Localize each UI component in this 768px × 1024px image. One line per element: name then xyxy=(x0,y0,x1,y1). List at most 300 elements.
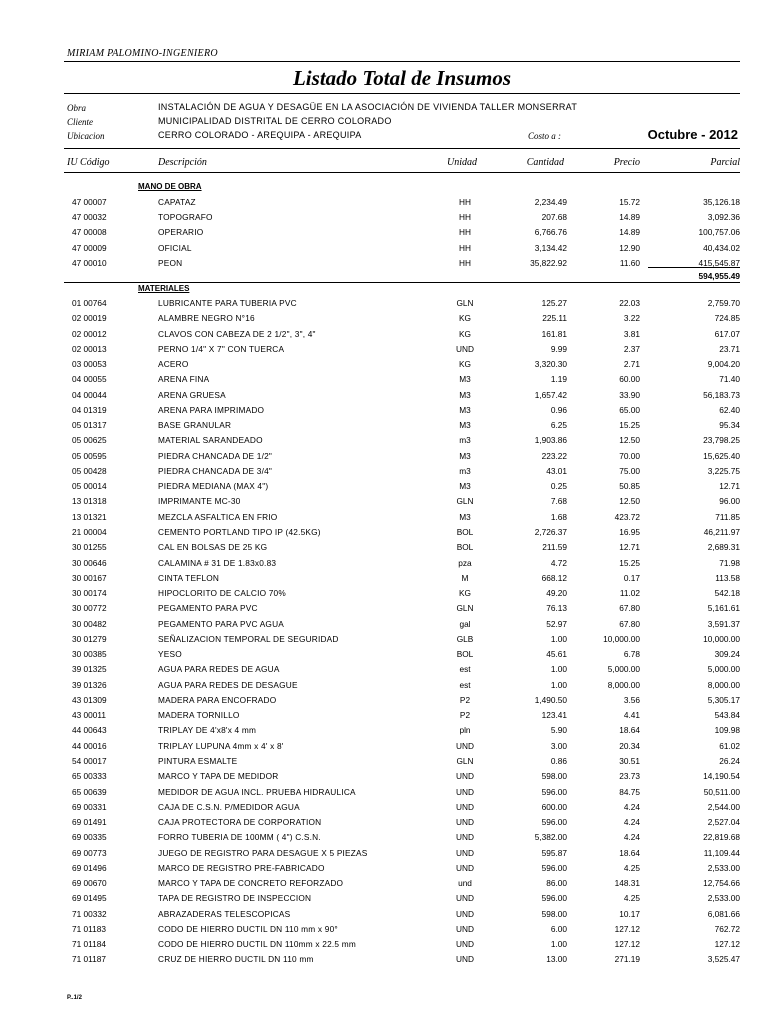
item-code: 39 01326 xyxy=(72,679,107,690)
item-partial: 61.02 xyxy=(719,740,740,751)
item-description: MARCO Y TAPA DE MEDIDOR xyxy=(158,771,279,782)
item-description: YESO xyxy=(158,649,182,660)
item-partial: 543.84 xyxy=(714,710,740,721)
item-quantity: 1.00 xyxy=(550,633,567,644)
item-partial: 2,533.00 xyxy=(707,893,740,904)
item-unit: UND xyxy=(456,862,474,873)
item-code: 69 01496 xyxy=(72,862,107,873)
item-code: 21 00004 xyxy=(72,526,107,537)
table-row xyxy=(0,693,768,708)
item-quantity: 76.13 xyxy=(546,603,567,614)
item-unit: pln xyxy=(459,725,471,736)
item-quantity: 1,903.86 xyxy=(534,435,567,446)
table-row xyxy=(0,449,768,464)
item-unit: KG xyxy=(459,313,471,324)
item-description: ARENA PARA IMPRIMADO xyxy=(158,404,265,415)
item-partial: 40,434.02 xyxy=(703,242,740,253)
subtotal-mano-de-obra: 594,955.49 xyxy=(698,271,740,281)
item-quantity: 9.99 xyxy=(550,343,567,354)
column-header-description: Descripción xyxy=(158,157,207,168)
item-price: 5,000.00 xyxy=(607,664,640,675)
item-description: ARENA GRUESA xyxy=(158,389,226,400)
item-code: 44 00016 xyxy=(72,740,107,751)
item-partial: 9,004.20 xyxy=(707,359,740,370)
cliente-value: MUNICIPALIDAD DISTRITAL DE CERRO COLORADO xyxy=(158,116,392,126)
item-quantity: 225.11 xyxy=(542,313,567,324)
item-code: 30 01255 xyxy=(72,542,107,553)
item-quantity: 123.41 xyxy=(541,710,567,721)
item-partial: 415,545.87 xyxy=(698,257,740,268)
item-price: 3.81 xyxy=(623,328,640,339)
item-price: 16.95 xyxy=(619,526,640,537)
table-row xyxy=(0,586,768,601)
table-materiales xyxy=(0,296,768,968)
item-description: ABRAZADERAS TELESCOPICAS xyxy=(158,908,291,919)
item-unit: m3 xyxy=(459,435,471,446)
item-description: TRIPLAY LUPUNA 4mm x 4' x 8' xyxy=(158,740,284,751)
table-row xyxy=(0,754,768,769)
item-code: 43 01309 xyxy=(72,694,107,705)
item-quantity: 1,490.50 xyxy=(534,694,567,705)
item-code: 04 01319 xyxy=(72,404,107,415)
item-description: MARCO DE REGISTRO PRE-FABRICADO xyxy=(158,862,325,873)
item-quantity: 52.97 xyxy=(546,618,567,629)
item-price: 84.75 xyxy=(619,786,640,797)
item-price: 4.25 xyxy=(623,862,640,873)
section-rule xyxy=(64,282,740,283)
item-description: PIEDRA CHANCADA DE 1/2" xyxy=(158,450,273,461)
author-name: MIRIAM PALOMINO-INGENIERO xyxy=(67,48,218,59)
item-partial: 127.12 xyxy=(714,939,740,950)
item-quantity: 1.00 xyxy=(550,679,567,690)
item-partial: 100,757.06 xyxy=(698,227,740,238)
table-row xyxy=(0,195,768,210)
item-quantity: 6,766.76 xyxy=(534,227,567,238)
table-row xyxy=(0,617,768,632)
item-unit: UND xyxy=(456,343,474,354)
item-description: MATERIAL SARANDEADO xyxy=(158,435,263,446)
item-code: 04 00055 xyxy=(72,374,107,385)
item-partial: 113.58 xyxy=(715,572,740,583)
item-unit: UND xyxy=(456,847,474,858)
item-unit: GLB xyxy=(456,633,474,644)
header-rule-title xyxy=(64,93,740,94)
item-price: 148.31 xyxy=(614,878,640,889)
item-quantity: 1.00 xyxy=(550,664,567,675)
item-code: 44 00643 xyxy=(72,725,107,736)
item-quantity: 211.59 xyxy=(542,542,567,553)
item-unit: KG xyxy=(459,588,471,599)
item-unit: pza xyxy=(458,557,472,568)
obra-label: Obra xyxy=(67,103,87,113)
item-description: MEZCLA ASFALTICA EN FRIO xyxy=(158,511,278,522)
item-price: 12.50 xyxy=(619,435,640,446)
table-row xyxy=(0,525,768,540)
item-partial: 56,183.73 xyxy=(703,389,740,400)
item-partial: 35,126.18 xyxy=(703,197,740,207)
table-row xyxy=(0,601,768,616)
item-partial: 96.00 xyxy=(719,496,740,507)
item-quantity: 207.68 xyxy=(541,212,567,223)
item-code: 71 01183 xyxy=(72,923,106,934)
columns-rule-top xyxy=(64,148,740,149)
item-unit: GLN xyxy=(456,496,474,507)
item-partial: 3,225.75 xyxy=(707,465,740,476)
item-unit: GLN xyxy=(456,298,474,308)
item-description: JUEGO DE REGISTRO PARA DESAGUE X 5 PIEZAS xyxy=(158,847,368,858)
item-code: 30 00174 xyxy=(72,588,107,599)
item-unit: UND xyxy=(456,923,474,934)
item-partial: 10,000.00 xyxy=(703,633,740,644)
item-unit: UND xyxy=(456,954,474,965)
columns-rule-bottom xyxy=(64,172,740,173)
page-number: P..1/2 xyxy=(67,995,82,1001)
item-quantity: 598.00 xyxy=(541,908,567,919)
item-code: 02 00013 xyxy=(72,343,107,354)
item-quantity: 125.27 xyxy=(541,298,567,308)
table-row xyxy=(0,662,768,677)
table-row xyxy=(0,769,768,784)
item-description: ACERO xyxy=(158,359,189,370)
item-unit: GLN xyxy=(456,603,474,614)
item-quantity: 1.00 xyxy=(550,939,567,950)
item-price: 10,000.00 xyxy=(603,633,640,644)
item-price: 67.80 xyxy=(619,603,640,614)
item-price: 75.00 xyxy=(619,465,640,476)
item-partial: 5,305.17 xyxy=(707,694,740,705)
item-price: 22.03 xyxy=(619,298,640,308)
table-row xyxy=(0,510,768,525)
item-price: 271.19 xyxy=(614,954,640,965)
item-description: CINTA TEFLON xyxy=(158,572,220,583)
table-row xyxy=(0,540,768,555)
item-unit: UND xyxy=(456,801,474,812)
table-row xyxy=(0,876,768,891)
table-row xyxy=(0,952,768,967)
item-code: 05 00595 xyxy=(72,450,107,461)
item-quantity: 2,726.37 xyxy=(534,526,567,537)
item-code: 02 00012 xyxy=(72,328,107,339)
table-row xyxy=(0,678,768,693)
table-row xyxy=(0,739,768,754)
item-description: CALAMINA # 31 DE 1.83x0.83 xyxy=(158,557,277,568)
item-partial: 2,759.70 xyxy=(707,298,740,308)
item-code: 02 00019 xyxy=(72,313,107,324)
item-unit: BOL xyxy=(456,542,474,553)
item-code: 47 00009 xyxy=(72,242,107,253)
item-code: 71 01184 xyxy=(72,939,106,950)
item-description: MADERA PARA ENCOFRADO xyxy=(158,694,277,705)
item-price: 65.00 xyxy=(619,404,640,415)
item-description: LUBRICANTE PARA TUBERIA PVC xyxy=(158,298,297,308)
item-code: 69 00331 xyxy=(72,801,107,812)
item-code: 30 00385 xyxy=(72,649,107,660)
item-unit: GLN xyxy=(456,755,474,766)
table-row xyxy=(0,830,768,845)
item-quantity: 4.72 xyxy=(550,557,567,568)
item-unit: UND xyxy=(456,786,474,797)
item-description: OPERARIO xyxy=(158,227,204,238)
item-description: CEMENTO PORTLAND TIPO IP (42.5KG) xyxy=(158,526,321,537)
item-price: 4.41 xyxy=(623,710,640,721)
item-quantity: 3,134.42 xyxy=(534,242,567,253)
item-description: CRUZ DE HIERRO DUCTIL DN 110 mm xyxy=(158,954,314,965)
item-price: 11.60 xyxy=(619,257,640,268)
item-code: 03 00053 xyxy=(72,359,107,370)
item-description: HIPOCLORITO DE CALCIO 70% xyxy=(158,588,286,599)
costo-label: Costo a : xyxy=(528,131,562,141)
item-code: 05 01317 xyxy=(72,420,107,431)
item-description: TOPOGRAFO xyxy=(158,212,213,223)
item-description: CLAVOS CON CABEZA DE 2 1/2", 3", 4" xyxy=(158,328,316,339)
table-row xyxy=(0,647,768,662)
item-unit: M xyxy=(461,572,469,583)
item-quantity: 6.00 xyxy=(550,923,567,934)
table-row xyxy=(0,418,768,433)
item-description: CAPATAZ xyxy=(158,197,196,207)
table-row xyxy=(0,861,768,876)
item-unit: P2 xyxy=(459,710,471,721)
item-partial: 3,591.37 xyxy=(707,618,740,629)
item-price: 70.00 xyxy=(619,450,640,461)
item-price: 12.50 xyxy=(619,496,640,507)
item-partial: 15,625.40 xyxy=(703,450,740,461)
item-quantity: 86.00 xyxy=(546,878,567,889)
item-code: 13 01318 xyxy=(72,496,107,507)
item-description: CODO DE HIERRO DUCTIL DN 110mm x 22.5 mm xyxy=(158,939,356,950)
item-partial: 71.40 xyxy=(719,374,740,385)
section-title-mano-de-obra: MANO DE OBRA xyxy=(138,182,202,191)
item-quantity: 3.00 xyxy=(550,740,567,751)
column-header-partial: Parcial xyxy=(710,157,740,168)
item-quantity: 3,320.30 xyxy=(534,359,567,370)
item-description: FORRO TUBERIA DE 100MM ( 4") C.S.N. xyxy=(158,832,321,843)
item-price: 3.56 xyxy=(623,694,640,705)
table-row xyxy=(0,723,768,738)
item-code: 69 01495 xyxy=(72,893,107,904)
column-header-unit: Unidad xyxy=(447,157,477,168)
item-quantity: 5,382.00 xyxy=(534,832,567,843)
item-unit: UND xyxy=(456,740,474,751)
item-price: 50.85 xyxy=(619,481,640,492)
item-code: 30 00646 xyxy=(72,557,107,568)
item-price: 2.37 xyxy=(623,343,640,354)
item-partial: 2,527.04 xyxy=(707,817,740,828)
item-code: 13 01321 xyxy=(72,511,107,522)
item-description: PIEDRA CHANCADA DE 3/4" xyxy=(158,465,273,476)
item-price: 4.24 xyxy=(623,832,640,843)
item-description: ARENA FINA xyxy=(158,374,210,385)
table-row xyxy=(0,225,768,240)
item-unit: HH xyxy=(459,227,471,238)
table-row xyxy=(0,388,768,403)
item-unit: UND xyxy=(456,832,474,843)
item-price: 14.89 xyxy=(619,227,640,238)
item-price: 18.64 xyxy=(619,847,640,858)
item-quantity: 595.87 xyxy=(541,847,567,858)
item-description: SEÑALIZACION TEMPORAL DE SEGURIDAD xyxy=(158,633,339,644)
item-quantity: 668.12 xyxy=(541,572,567,583)
header-rule-top xyxy=(64,61,740,62)
item-price: 33.90 xyxy=(619,389,640,400)
table-row xyxy=(0,907,768,922)
item-code: 47 00032 xyxy=(72,212,107,223)
item-price: 15.72 xyxy=(619,197,640,207)
item-description: PERNO 1/4" X 7" CON TUERCA xyxy=(158,343,285,354)
item-description: CAJA PROTECTORA DE CORPORATION xyxy=(158,817,322,828)
item-description: CODO DE HIERRO DUCTIL DN 110 mm x 90° xyxy=(158,923,338,934)
column-header-code: IU Código xyxy=(67,157,110,168)
item-partial: 50,511.00 xyxy=(703,786,740,797)
item-price: 8,000.00 xyxy=(607,679,640,690)
item-description: PIEDRA MEDIANA (MAX 4") xyxy=(158,481,269,492)
table-row xyxy=(0,433,768,448)
item-description: MEDIDOR DE AGUA INCL. PRUEBA HIDRAULICA xyxy=(158,786,356,797)
item-description: AGUA PARA REDES DE DESAGUE xyxy=(158,679,298,690)
item-code: 69 00670 xyxy=(72,878,107,889)
item-quantity: 1.68 xyxy=(550,511,567,522)
item-description: CAL EN BOLSAS DE 25 KG xyxy=(158,542,268,553)
item-code: 47 00007 xyxy=(72,197,107,207)
table-row xyxy=(0,800,768,815)
item-partial: 309.24 xyxy=(714,649,740,660)
table-row xyxy=(0,296,768,311)
table-row xyxy=(0,571,768,586)
item-quantity: 161.81 xyxy=(541,328,567,339)
item-unit: M3 xyxy=(459,450,471,461)
item-description: CAJA DE C.S.N. P/MEDIDOR AGUA xyxy=(158,801,300,812)
item-code: 69 00773 xyxy=(72,847,107,858)
item-quantity: 5.90 xyxy=(550,725,567,736)
item-unit: M3 xyxy=(459,511,471,522)
item-unit: UND xyxy=(456,893,474,904)
item-price: 11.02 xyxy=(619,588,640,599)
item-unit: M3 xyxy=(459,420,471,431)
item-unit: und xyxy=(458,878,472,889)
table-row xyxy=(0,922,768,937)
item-unit: BOL xyxy=(456,526,474,537)
item-price: 15.25 xyxy=(619,420,640,431)
item-price: 30.51 xyxy=(619,755,640,766)
item-price: 12.71 xyxy=(619,542,640,553)
item-quantity: 598.00 xyxy=(541,771,567,782)
item-quantity: 2,234.49 xyxy=(534,197,567,207)
section-title-materiales: MATERIALES xyxy=(138,284,190,293)
item-code: 05 00014 xyxy=(72,481,107,492)
item-code: 71 01187 xyxy=(72,954,106,965)
item-unit: m3 xyxy=(459,465,471,476)
table-row xyxy=(0,891,768,906)
item-unit: gal xyxy=(459,618,471,629)
item-code: 54 00017 xyxy=(72,755,107,766)
item-partial: 62.40 xyxy=(719,404,740,415)
item-quantity: 1.19 xyxy=(550,374,567,385)
page-title: Listado Total de Insumos xyxy=(292,66,512,90)
item-unit: HH xyxy=(459,197,471,207)
table-row xyxy=(0,494,768,509)
item-partial: 22,819.68 xyxy=(703,832,740,843)
item-code: 05 00625 xyxy=(72,435,107,446)
item-partial: 26.24 xyxy=(719,755,740,766)
costo-value: Octubre - 2012 xyxy=(647,127,738,142)
item-code: 30 00167 xyxy=(72,572,107,583)
item-quantity: 43.01 xyxy=(546,465,567,476)
table-row xyxy=(0,785,768,800)
item-price: 20.34 xyxy=(619,740,640,751)
item-price: 127.12 xyxy=(614,923,640,934)
item-partial: 11,109.44 xyxy=(703,847,740,858)
item-quantity: 49.20 xyxy=(546,588,567,599)
table-row xyxy=(0,357,768,372)
item-description: TAPA DE REGISTRO DE INSPECCION xyxy=(158,893,312,904)
item-price: 3.22 xyxy=(623,313,640,324)
item-code: 05 00428 xyxy=(72,465,107,476)
item-code: 30 00772 xyxy=(72,603,107,614)
item-price: 423.72 xyxy=(614,511,640,522)
item-unit: P2 xyxy=(459,694,471,705)
subtotal-rule xyxy=(648,267,740,268)
item-unit: KG xyxy=(459,328,471,339)
item-price: 60.00 xyxy=(619,374,640,385)
item-unit: BOL xyxy=(456,649,474,660)
column-header-price: Precio xyxy=(613,157,640,168)
table-row xyxy=(0,464,768,479)
item-price: 12.90 xyxy=(619,242,640,253)
table-row xyxy=(0,210,768,225)
item-price: 4.24 xyxy=(623,801,640,812)
item-code: 47 00008 xyxy=(72,227,107,238)
item-partial: 3,525.47 xyxy=(707,954,740,965)
item-code: 47 00010 xyxy=(72,257,107,268)
table-row xyxy=(0,632,768,647)
table-row xyxy=(0,372,768,387)
item-partial: 12,754.66 xyxy=(703,878,740,889)
item-price: 10.17 xyxy=(619,908,640,919)
item-code: 69 00335 xyxy=(72,832,107,843)
item-unit: M3 xyxy=(459,389,471,400)
item-unit: KG xyxy=(459,359,471,370)
item-description: OFICIAL xyxy=(158,242,192,253)
item-description: IMPRIMANTE MC-30 xyxy=(158,496,241,507)
item-quantity: 45.61 xyxy=(546,649,567,660)
item-description: PEON xyxy=(158,257,183,268)
item-unit: M3 xyxy=(459,481,471,492)
item-unit: HH xyxy=(459,212,471,223)
item-unit: HH xyxy=(459,242,471,253)
item-partial: 12.71 xyxy=(719,481,740,492)
item-price: 23.73 xyxy=(619,771,640,782)
item-unit: UND xyxy=(456,908,474,919)
item-unit: UND xyxy=(456,939,474,950)
ubicacion-value: CERRO COLORADO - AREQUIPA - AREQUIPA xyxy=(158,130,362,140)
item-description: BASE GRANULAR xyxy=(158,420,232,431)
item-quantity: 0.25 xyxy=(550,481,567,492)
table-row xyxy=(0,311,768,326)
ubicacion-label: Ubicacion xyxy=(67,131,105,141)
item-code: 65 00639 xyxy=(72,786,107,797)
item-partial: 3,092.36 xyxy=(707,212,740,223)
item-description: TRIPLAY DE 4'x8'x 4 mm xyxy=(158,725,257,736)
item-price: 0.17 xyxy=(623,572,640,583)
item-unit: M3 xyxy=(459,374,471,385)
item-partial: 14,190.54 xyxy=(703,771,740,782)
item-partial: 8,000.00 xyxy=(707,679,740,690)
item-quantity: 596.00 xyxy=(541,817,567,828)
item-partial: 109.98 xyxy=(714,725,740,736)
item-partial: 2,689.31 xyxy=(707,542,740,553)
item-partial: 23,798.25 xyxy=(703,435,740,446)
item-unit: est xyxy=(459,679,471,690)
